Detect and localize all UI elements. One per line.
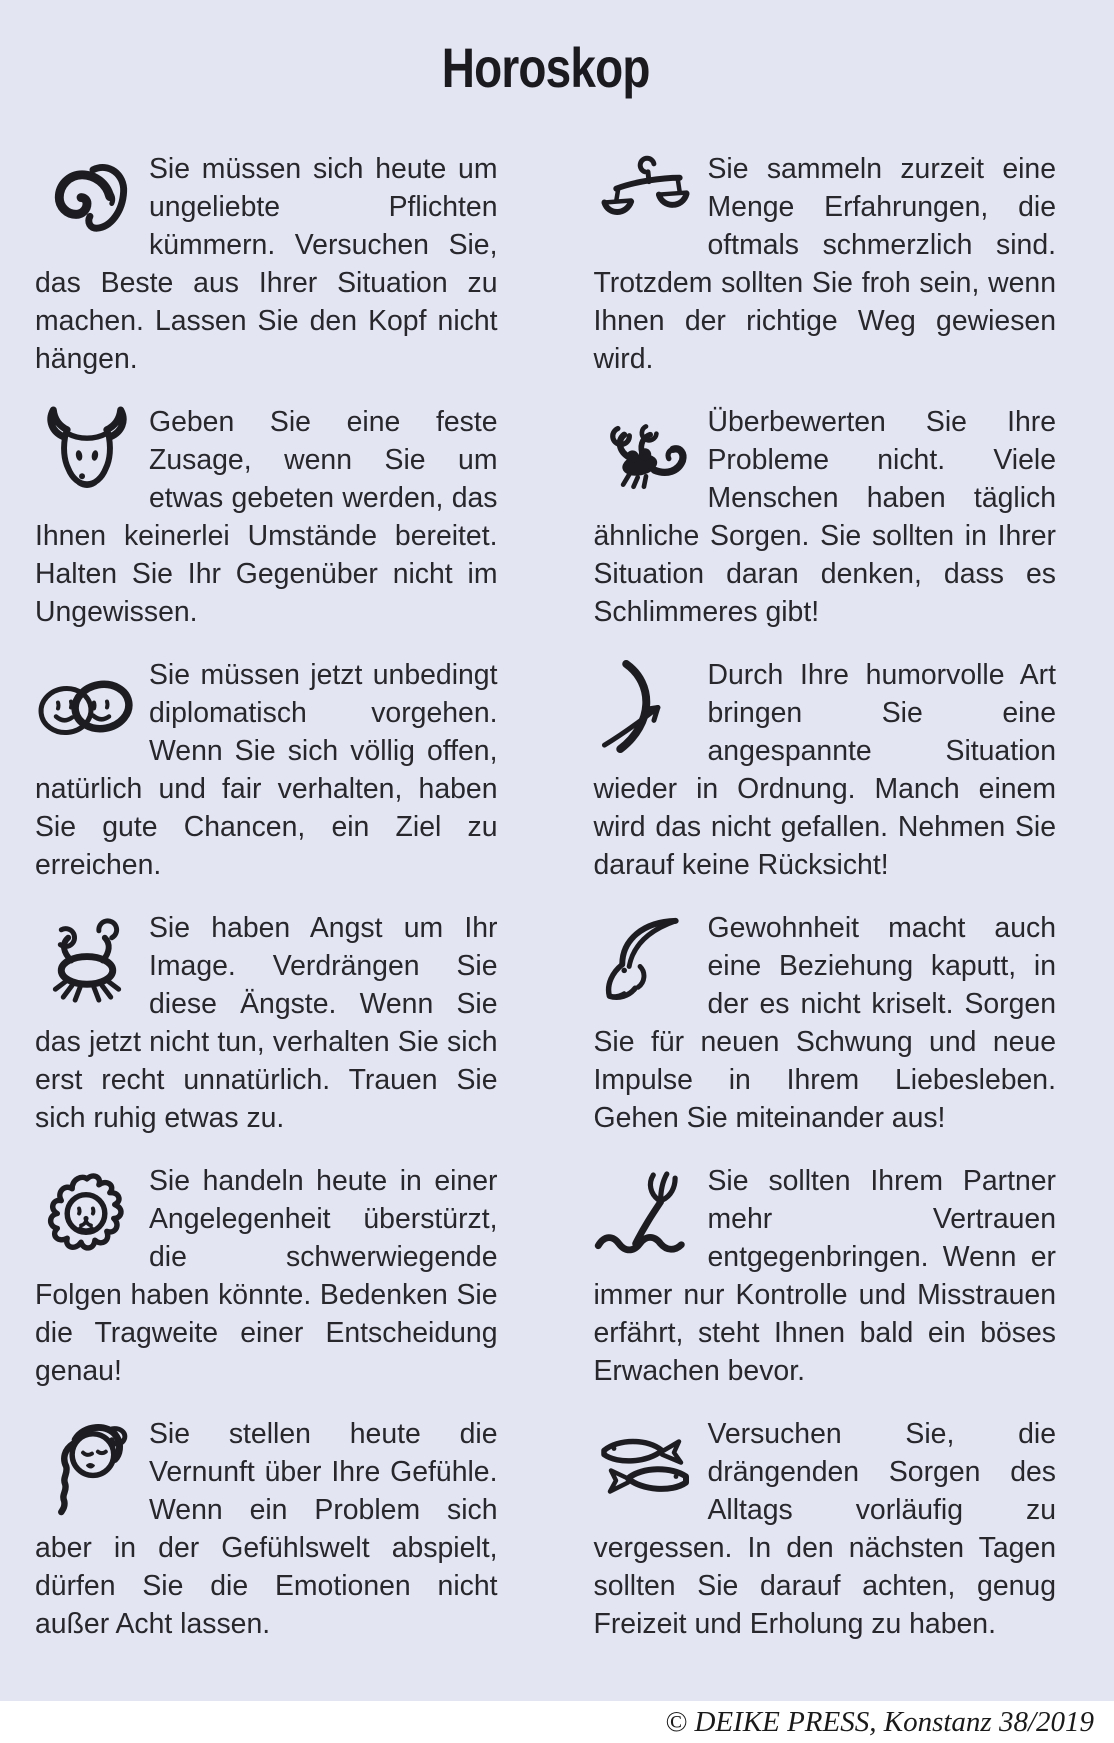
horoscope-text-virgo: Sie stellen heute die Vernunft über Ihre Gefühle. Wenn ein Problem sich aber in der Gefühlswelt abspielt, dürfen Sie die Emotionen nicht außer Acht lassen. xyxy=(35,1418,498,1640)
horoscope-text-scorpio: Überbewerten Sie Ihre Probleme nicht. Viele Menschen haben täglich ähnliche Sorgen. Sie sollten in Ihrer Situation daran denken, dass es Schlimmeres gibt! xyxy=(593,406,1056,628)
leo-lion-icon xyxy=(35,1164,139,1263)
horoscope-entry-cancer xyxy=(35,909,498,1137)
cancer-crab-icon xyxy=(35,911,139,1010)
left-column xyxy=(35,150,498,1668)
two-column-layout xyxy=(35,150,1056,1668)
horoscope-entry-capricorn xyxy=(594,909,1057,1137)
horoscope-text-aries: Sie müssen sich heute um ungeliebte Pflichten kümmern. Versuchen Sie, das Beste aus Ihrer Situation zu machen. Lassen Sie den Kopf nicht hängen. xyxy=(35,153,498,375)
horoscope-entry-aquarius xyxy=(594,1162,1057,1390)
sagittarius-bow-arrow-icon xyxy=(594,658,698,757)
aquarius-trident-waves-icon xyxy=(594,1164,698,1263)
horoscope-text-libra: Sie sammeln zurzeit eine Menge Erfahrungen, die oftmals schmerzlich sind. Trotzdem sollten Sie froh sein, wenn Ihnen der richtige Weg gewiesen wird. xyxy=(593,153,1056,375)
horoscope-entry-leo xyxy=(35,1162,498,1390)
copyright-text: © DEIKE PRESS, Konstanz 38/2019 xyxy=(665,1705,1094,1738)
horoscope-entry-aries xyxy=(35,150,498,378)
horoscope-entry-taurus xyxy=(35,403,498,631)
pisces-two-fish-icon xyxy=(594,1417,698,1516)
horoscope-text-taurus: Geben Sie eine feste Zusage, wenn Sie um etwas gebeten werden, das Ihnen keinerlei Umstände bereitet. Halten Sie Ihr Gegenüber nicht im Ungewissen. xyxy=(35,406,498,628)
page-title xyxy=(35,28,1056,108)
footer xyxy=(0,1701,1114,1743)
horoscope-entry-virgo xyxy=(35,1415,498,1643)
right-column xyxy=(594,150,1057,1668)
horoscope-entry-libra xyxy=(594,150,1057,378)
horoscope-text-aquarius: Sie sollten Ihrem Partner mehr Vertrauen entgegenbringen. Wenn er immer nur Kontrolle und Misstrauen erfährt, steht Ihnen bald ein böses Erwachen bevor. xyxy=(593,1165,1056,1387)
horoscope-entry-sagittarius xyxy=(594,656,1057,884)
horoscope-entry-gemini xyxy=(35,656,498,884)
virgo-maiden-icon xyxy=(35,1417,139,1516)
horoscope-text-pisces: Versuchen Sie, die drängenden Sorgen des Alltags vorläufig zu vergessen. In den nächsten Tagen sollten Sie darauf achten, genug Freizeit und Erholung zu haben. xyxy=(593,1418,1056,1640)
horoscope-text-capricorn: Gewohnheit macht auch eine Beziehung kaputt, in der es nicht kriselt. Sorgen Sie für neuen Schwung und neue Impulse in Ihrem Liebesleben. Gehen Sie miteinander aus! xyxy=(593,912,1056,1134)
horoscope-entry-scorpio xyxy=(594,403,1057,631)
aries-ram-icon xyxy=(35,152,139,251)
taurus-bull-icon xyxy=(35,405,139,504)
gemini-twin-faces-icon xyxy=(35,658,139,757)
horoscope-text-gemini: Sie müssen jetzt unbedingt diplomatisch vorgehen. Wenn Sie sich völlig offen, natürlich und fair verhalten, haben Sie gute Chancen, ein Ziel zu erreichen. xyxy=(35,659,498,881)
libra-scales-icon xyxy=(594,152,698,251)
horoscope-text-leo: Sie handeln heute in einer Angelegenheit überstürzt, die schwerwiegende Folgen haben könnte. Bedenken Sie die Tragweite einer Entscheidung genau! xyxy=(35,1165,498,1387)
page-title-text: Horoskop xyxy=(441,36,650,99)
capricorn-goat-icon xyxy=(594,911,698,1010)
horoscope-entry-pisces xyxy=(594,1415,1057,1643)
horoscope-text-cancer: Sie haben Angst um Ihr Image. Verdrängen Sie diese Ängste. Wenn Sie das jetzt nicht tun, verhalten Sie sich erst recht unnatürlich. Trauen Sie sich ruhig etwas zu. xyxy=(35,912,498,1134)
scorpio-scorpion-icon xyxy=(594,405,698,504)
horoscope-text-sagittarius: Durch Ihre humorvolle Art bringen Sie eine angespannte Situation wieder in Ordnung. Manch einem wird das nicht gefallen. Nehmen Sie darauf keine Rücksicht! xyxy=(593,659,1056,881)
